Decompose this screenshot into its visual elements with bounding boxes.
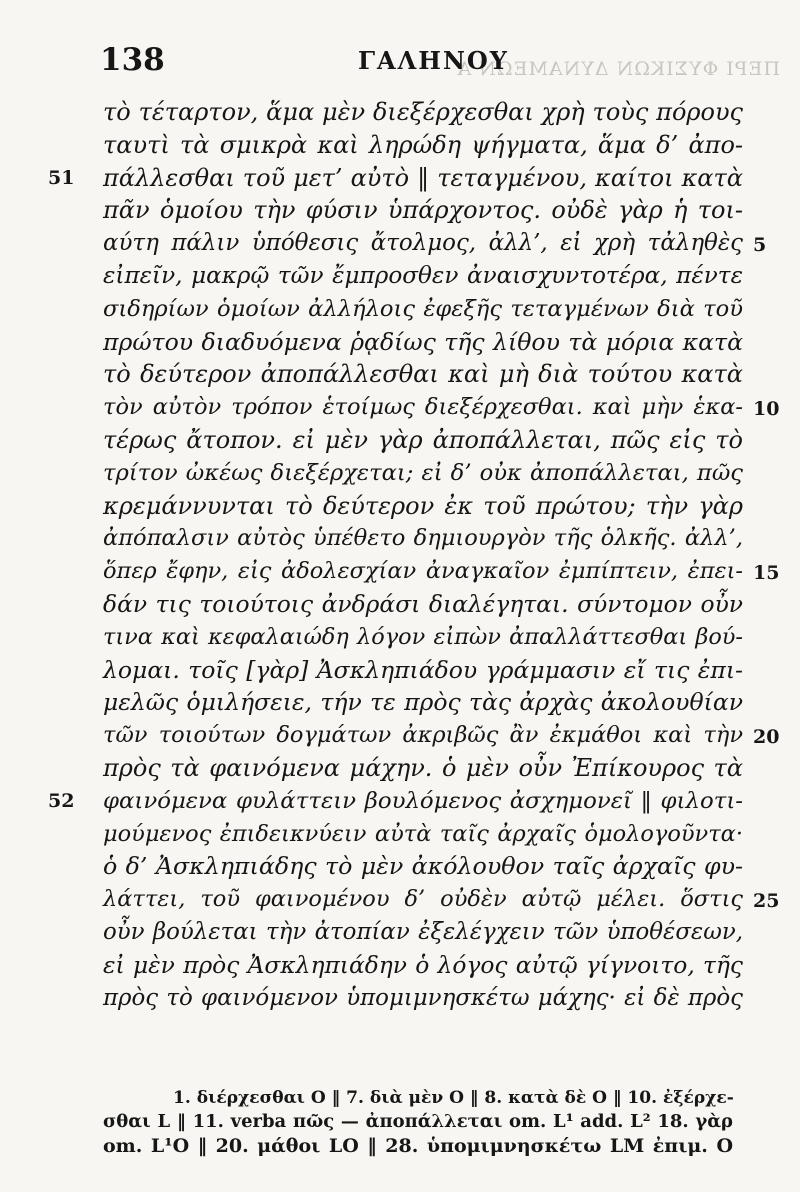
line-text: εἰ μὲν πρὸς Ἀσκληπιάδην ὁ λόγος αὐτῷ γίγνοιτο, τῆς — [103, 950, 743, 979]
line-text: τρίτον ὠκέως διεξέρχεται; εἰ δ’ οὐκ ἀποπάλλεται, πῶς — [103, 459, 743, 486]
text-line — [103, 391, 780, 424]
line-text: τὸ τέταρτον, ἅμα μὲν διεξέρχεσθαι χρὴ τοὺς πόρους — [103, 98, 743, 126]
text-line — [103, 194, 743, 227]
edition-page-marker: 52 — [48, 789, 75, 812]
line-number: 25 — [753, 890, 780, 913]
line-text: τινα καὶ κεφαλαιώδη λόγον εἰπὼν ἀπαλλάττεσθαι βού- — [103, 623, 743, 650]
line-text: ὅπερ ἔφην, εἰς ἀδολεσχίαν ἀναγκαῖον ἐμπίπτειν, ἐπει- — [103, 558, 743, 585]
line-text: ὁ δ’ Ἀσκληπιάδης τὸ μὲν ἀκόλουθον ταῖς ἀρχαῖς φυ- — [103, 852, 743, 881]
text-line — [103, 96, 743, 129]
page-number: 138 — [100, 42, 165, 78]
text-line — [103, 686, 743, 719]
text-line — [48, 785, 743, 818]
main-text — [48, 96, 780, 1014]
text-line — [103, 883, 780, 916]
line-text: πᾶν ὁμοίου τὴν φύσιν ὑπάρχοντος. οὐδὲ γὰρ ἡ τοι- — [103, 196, 743, 225]
apparatus-line: 1. διέρχεσθαι O ‖ 7. διὰ μὲν O ‖ 8. κατὰ δὲ O ‖ 10. ἐξέρχε- — [173, 1088, 734, 1108]
text-line — [103, 227, 767, 260]
line-text: ταυτὶ τὰ σμικρὰ καὶ ληρώδη ψήγματα, ἅμα δ’ ἀπο- — [103, 130, 743, 159]
text-line — [103, 654, 743, 687]
critical-apparatus — [103, 1086, 733, 1158]
line-text: τὸ δεύτερον ἀποπάλλεσθαι καὶ μὴ διὰ τούτου κατὰ — [103, 360, 743, 389]
text-line — [103, 588, 743, 621]
apparatus-line: om. L¹O ‖ 20. μάθοι LO ‖ 28. ὑπομιμνησκέτω LM ἐπιμ. O — [103, 1135, 733, 1157]
line-text: σιδηρίων ὁμοίων ἀλλήλοις ἐφεξῆς τεταγμένων διὰ τοῦ — [103, 295, 743, 322]
text-line — [103, 260, 743, 293]
line-text: πρὸς τὸ φαινόμενον ὑπομιμνησκέτω μάχης· εἰ δὲ πρὸς — [103, 984, 743, 1011]
text-line — [103, 424, 743, 457]
line-text: κρεμάννυνται τὸ δεύτερον ἐκ τοῦ πρώτου; τὴν γὰρ — [103, 491, 743, 520]
text-line — [103, 719, 780, 752]
text-line — [103, 457, 743, 490]
text-line — [103, 522, 743, 555]
text-line — [103, 293, 743, 326]
line-number: 20 — [753, 726, 780, 749]
text-line — [103, 818, 743, 851]
line-text: μούμενος ἐπιδεικνύειν αὐτὰ ταῖς ἀρχαῖς ὁμολογοῦντα· — [103, 820, 743, 847]
text-line — [103, 752, 743, 785]
line-text: πρώτου διαδυόμενα ῥᾳδίως τῆς λίθου τὰ μόρια κατὰ — [103, 327, 743, 356]
line-text: πρὸς τὰ φαινόμενα μάχην. ὁ μὲν οὖν Ἐπίκουρος τὰ — [103, 753, 743, 782]
line-text: τέρως ἄτοπον. εἰ μὲν γὰρ ἀποπάλλεται, πῶς εἰς τὸ — [103, 425, 743, 454]
text-line — [103, 129, 743, 162]
text-line — [103, 850, 743, 883]
line-text: λάττει, τοῦ φαινομένου δ’ οὐδὲν αὐτῷ μέλει. ὅστις — [103, 886, 743, 913]
line-text: φαινόμενα φυλάττειν βουλόμενος ἀσχημονεῖ ‖ φιλοτι- — [103, 787, 743, 814]
text-line — [103, 358, 743, 391]
show-through-text: ΠΕΡΙ ΦΥΣΙΚΩΝ ΔΥΝΑΜΕΩΝ Α — [456, 58, 780, 80]
text-line — [48, 162, 743, 195]
text-line — [103, 916, 743, 949]
text-line — [103, 326, 743, 359]
line-number: 15 — [753, 562, 780, 585]
edition-page-marker: 51 — [48, 166, 75, 189]
line-number: 5 — [753, 234, 767, 257]
line-number: 10 — [753, 398, 780, 421]
text-line — [103, 555, 780, 588]
line-text: δάν τις τοιούτοις ἀνδράσι διαλέγηται. σύντομον οὖν — [103, 589, 743, 618]
line-text: μελῶς ὁμιλήσειε, τήν τε πρὸς τὰς ἀρχὰς ἀκολουθίαν — [103, 688, 743, 717]
line-text: λομαι. τοῖς [γὰρ] Ἀσκληπιάδου γράμμασιν εἴ τις ἐπι- — [103, 655, 743, 684]
line-text: εἰπεῖν, μακρῷ τῶν ἔμπροσθεν ἀναισχυντοτέρα, πέντε — [103, 262, 743, 289]
line-text: τῶν τοιούτων δογμάτων ἀκριβῶς ἂν ἐκμάθοι καὶ τὴν — [103, 722, 743, 749]
apparatus-line: σθαι L ‖ 11. verba πῶς — ἀποπάλλεται om. L¹ add. L² 18. γὰρ — [103, 1111, 733, 1132]
line-text: τὸν αὐτὸν τρόπον ἑτοίμως διεξέρχεσθαι. καὶ μὴν ἑκα- — [103, 394, 743, 421]
text-line — [103, 949, 743, 982]
line-text: αύτη πάλιν ὑπόθεσις ἄτολμος, ἀλλ’, εἰ χρὴ τἀληθὲς — [103, 230, 743, 257]
text-line — [103, 490, 743, 523]
line-text: οὖν βούλεται τὴν ἀτοπίαν ἐξελέγχειν τῶν ὑποθέσεων, — [103, 918, 743, 945]
line-text: πάλλεσθαι τοῦ μετ’ αὐτὸ ‖ τεταγμένου, καίτοι κατὰ — [103, 163, 743, 192]
text-line — [103, 982, 743, 1015]
running-title: ΓΑΛΗΝΟΥ — [358, 46, 509, 75]
line-text: ἀπόπαλσιν αὐτὸς ὑπέθετο δημιουργὸν τῆς ὁλκῆς. ἀλλ’, — [103, 525, 743, 552]
text-line — [103, 621, 743, 654]
